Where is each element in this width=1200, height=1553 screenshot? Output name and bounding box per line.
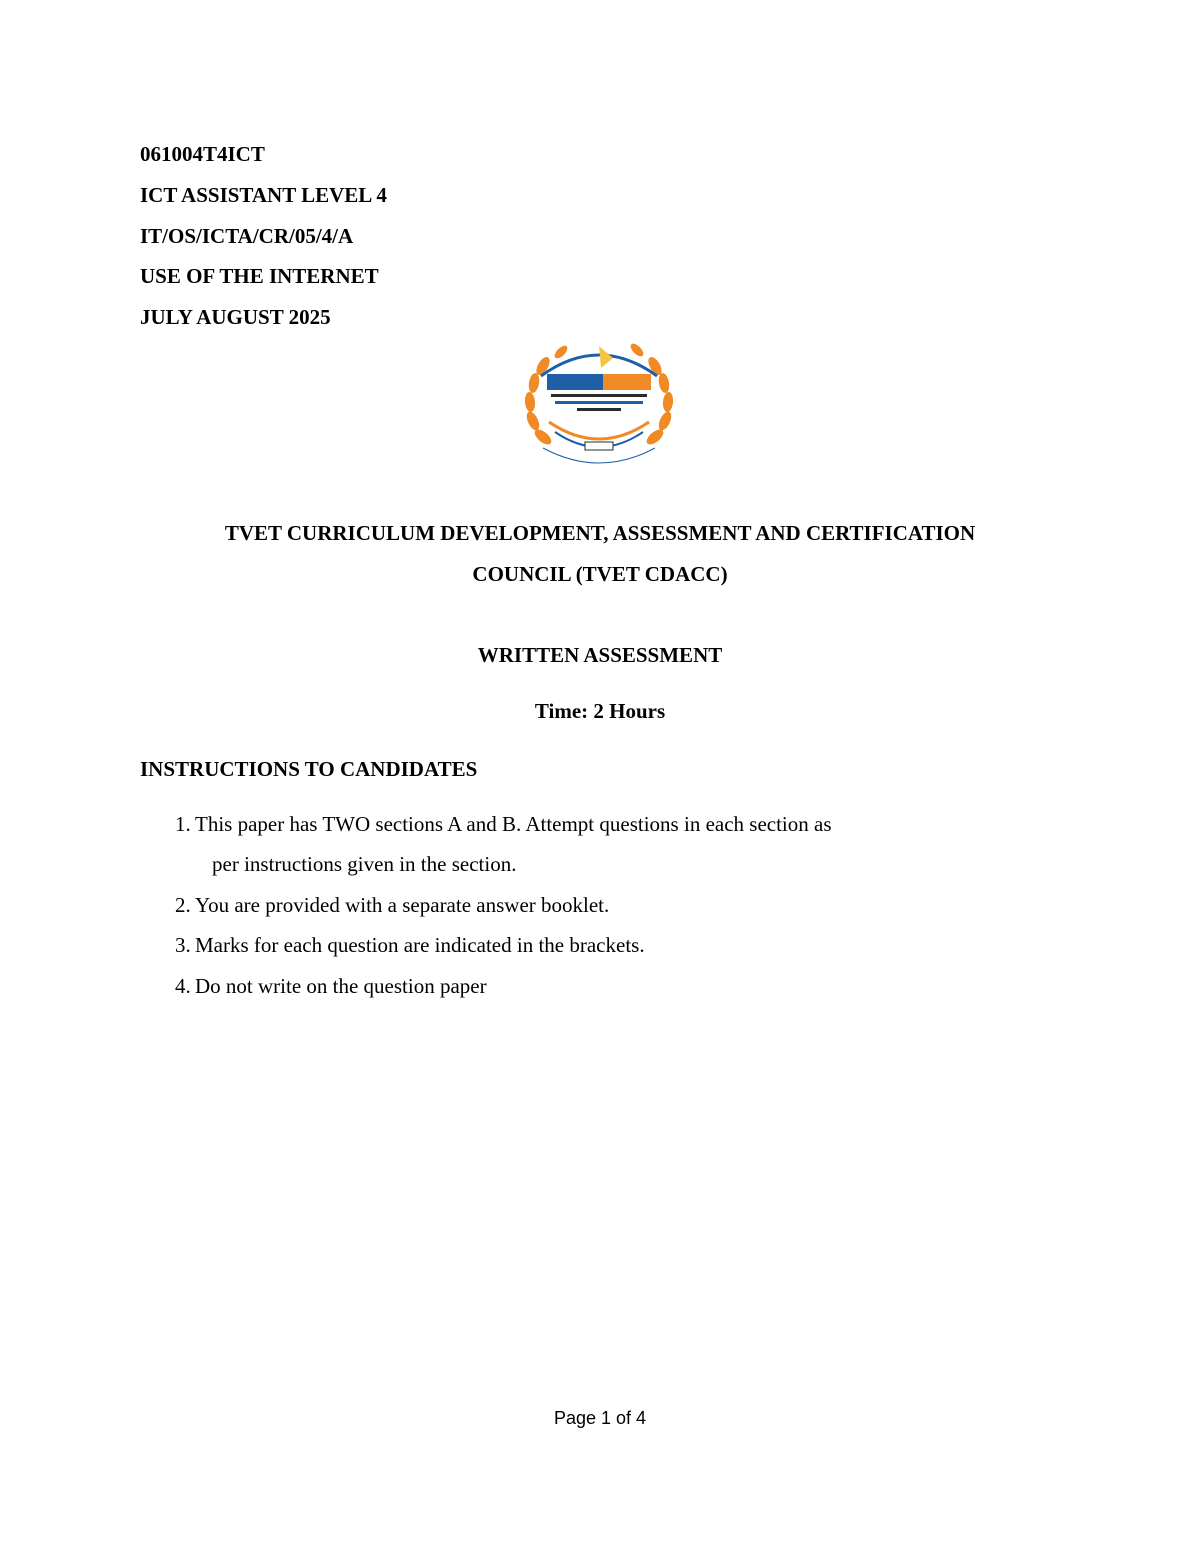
list-item-text: Marks for each question are indicated in the brackets. — [195, 933, 645, 957]
unit-title: USE OF THE INTERNET — [140, 264, 379, 288]
list-item-text: This paper has TWO sections A and B. Attempt questions in each section as — [195, 812, 832, 836]
tvet-cdacc-logo — [521, 338, 677, 470]
assessment-type: WRITTEN ASSESSMENT — [477, 643, 723, 667]
council-name-line2: COUNCIL (TVET CDACC) — [472, 562, 728, 586]
page-number: Page 1 of 4 — [553, 1408, 647, 1428]
list-item — [175, 974, 487, 998]
list-item-number: 2. — [175, 893, 191, 917]
logo-emblem-icon — [521, 338, 677, 470]
list-item — [175, 812, 832, 836]
list-item-continuation: per instructions given in the section. — [212, 852, 517, 876]
list-item-number: 4. — [175, 974, 191, 998]
unit-code: IT/OS/ICTA/CR/05/4/A — [140, 224, 354, 248]
instructions-heading: INSTRUCTIONS TO CANDIDATES — [140, 757, 478, 781]
list-item-text: You are provided with a separate answer booklet. — [195, 893, 610, 917]
exam-session: JULY AUGUST 2025 — [140, 305, 331, 329]
list-item-number: 3. — [175, 933, 191, 957]
assessment-time: Time: 2 Hours — [534, 699, 666, 723]
paper-code: 061004T4ICT — [140, 142, 265, 166]
council-name-line1: TVET CURRICULUM DEVELOPMENT, ASSESSMENT AND CERTIFICATION — [224, 521, 976, 545]
list-item — [175, 893, 609, 917]
qualification-title: ICT ASSISTANT LEVEL 4 — [140, 183, 387, 207]
list-item — [175, 933, 645, 957]
list-item-number: 1. — [175, 812, 191, 836]
list-item-text: Do not write on the question paper — [195, 974, 487, 998]
